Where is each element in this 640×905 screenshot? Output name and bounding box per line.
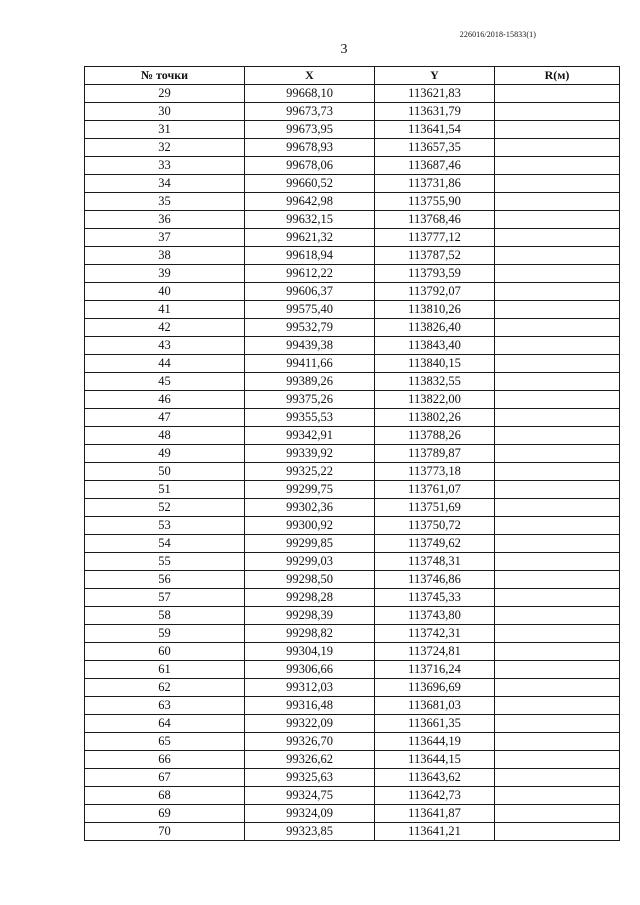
cell-point-number: 46 (85, 391, 245, 409)
cell-point-number: 44 (85, 355, 245, 373)
cell-radius (495, 211, 620, 229)
cell-radius (495, 571, 620, 589)
cell-x: 99673,73 (245, 103, 375, 121)
column-header-y: Y (375, 67, 495, 85)
table-row (85, 499, 620, 517)
cell-y: 113743,80 (375, 607, 495, 625)
cell-y: 113777,12 (375, 229, 495, 247)
cell-y: 113631,79 (375, 103, 495, 121)
cell-point-number: 48 (85, 427, 245, 445)
cell-y: 113792,07 (375, 283, 495, 301)
table-row (85, 211, 620, 229)
table-row (85, 337, 620, 355)
cell-radius (495, 553, 620, 571)
table-row (85, 607, 620, 625)
cell-radius (495, 643, 620, 661)
cell-x: 99678,06 (245, 157, 375, 175)
cell-y: 113773,18 (375, 463, 495, 481)
cell-y: 113832,55 (375, 373, 495, 391)
table-row (85, 157, 620, 175)
cell-y: 113748,31 (375, 553, 495, 571)
table-row (85, 733, 620, 751)
cell-point-number: 37 (85, 229, 245, 247)
cell-point-number: 50 (85, 463, 245, 481)
cell-point-number: 59 (85, 625, 245, 643)
cell-y: 113789,87 (375, 445, 495, 463)
cell-point-number: 41 (85, 301, 245, 319)
cell-x: 99298,28 (245, 589, 375, 607)
cell-x: 99621,32 (245, 229, 375, 247)
cell-y: 113687,46 (375, 157, 495, 175)
cell-y: 113642,73 (375, 787, 495, 805)
table-row (85, 139, 620, 157)
cell-x: 99326,62 (245, 751, 375, 769)
cell-point-number: 29 (85, 85, 245, 103)
column-header-x: X (245, 67, 375, 85)
cell-y: 113724,81 (375, 643, 495, 661)
table-row (85, 625, 620, 643)
cell-point-number: 45 (85, 373, 245, 391)
cell-y: 113802,26 (375, 409, 495, 427)
cell-y: 113788,26 (375, 427, 495, 445)
cell-x: 99298,82 (245, 625, 375, 643)
cell-y: 113641,54 (375, 121, 495, 139)
cell-point-number: 68 (85, 787, 245, 805)
cell-point-number: 56 (85, 571, 245, 589)
cell-point-number: 64 (85, 715, 245, 733)
cell-x: 99575,40 (245, 301, 375, 319)
cell-radius (495, 157, 620, 175)
table-row (85, 697, 620, 715)
cell-y: 113716,24 (375, 661, 495, 679)
cell-x: 99389,26 (245, 373, 375, 391)
table-row (85, 319, 620, 337)
cell-radius (495, 427, 620, 445)
cell-y: 113826,40 (375, 319, 495, 337)
cell-radius (495, 373, 620, 391)
table-row (85, 751, 620, 769)
table-row (85, 679, 620, 697)
table-row (85, 463, 620, 481)
cell-x: 99302,36 (245, 499, 375, 517)
cell-radius (495, 445, 620, 463)
cell-radius (495, 769, 620, 787)
cell-x: 99342,91 (245, 427, 375, 445)
cell-x: 99439,38 (245, 337, 375, 355)
cell-radius (495, 247, 620, 265)
cell-radius (495, 301, 620, 319)
cell-x: 99325,22 (245, 463, 375, 481)
cell-radius (495, 463, 620, 481)
cell-point-number: 62 (85, 679, 245, 697)
cell-point-number: 42 (85, 319, 245, 337)
cell-x: 99298,50 (245, 571, 375, 589)
table-row (85, 103, 620, 121)
cell-x: 99612,22 (245, 265, 375, 283)
cell-radius (495, 409, 620, 427)
cell-radius (495, 283, 620, 301)
cell-y: 113755,90 (375, 193, 495, 211)
cell-point-number: 55 (85, 553, 245, 571)
cell-x: 99299,75 (245, 481, 375, 499)
table-row (85, 571, 620, 589)
cell-point-number: 61 (85, 661, 245, 679)
cell-y: 113822,00 (375, 391, 495, 409)
cell-point-number: 39 (85, 265, 245, 283)
cell-x: 99618,94 (245, 247, 375, 265)
cell-y: 113621,83 (375, 85, 495, 103)
cell-point-number: 69 (85, 805, 245, 823)
table-row (85, 787, 620, 805)
table-body (85, 85, 620, 841)
cell-y: 113641,21 (375, 823, 495, 841)
cell-point-number: 67 (85, 769, 245, 787)
cell-x: 99299,85 (245, 535, 375, 553)
cell-y: 113731,86 (375, 175, 495, 193)
table-row (85, 265, 620, 283)
cell-x: 99660,52 (245, 175, 375, 193)
cell-x: 99323,85 (245, 823, 375, 841)
table-row (85, 85, 620, 103)
cell-x: 99673,95 (245, 121, 375, 139)
cell-point-number: 30 (85, 103, 245, 121)
table-row (85, 283, 620, 301)
cell-y: 113661,35 (375, 715, 495, 733)
cell-point-number: 54 (85, 535, 245, 553)
cell-x: 99355,53 (245, 409, 375, 427)
table-row (85, 643, 620, 661)
cell-y: 113657,35 (375, 139, 495, 157)
cell-x: 99326,70 (245, 733, 375, 751)
table-row (85, 247, 620, 265)
cell-radius (495, 715, 620, 733)
cell-point-number: 47 (85, 409, 245, 427)
cell-radius (495, 787, 620, 805)
cell-y: 113810,26 (375, 301, 495, 319)
cell-y: 113750,72 (375, 517, 495, 535)
cell-x: 99324,75 (245, 787, 375, 805)
cell-x: 99606,37 (245, 283, 375, 301)
cell-radius (495, 499, 620, 517)
cell-x: 99668,10 (245, 85, 375, 103)
cell-radius (495, 139, 620, 157)
table-row (85, 715, 620, 733)
cell-radius (495, 697, 620, 715)
cell-radius (495, 589, 620, 607)
cell-point-number: 60 (85, 643, 245, 661)
cell-x: 99298,39 (245, 607, 375, 625)
table-row (85, 589, 620, 607)
cell-y: 113843,40 (375, 337, 495, 355)
cell-point-number: 36 (85, 211, 245, 229)
table-row (85, 391, 620, 409)
cell-radius (495, 805, 620, 823)
table-row (85, 481, 620, 499)
cell-x: 99632,15 (245, 211, 375, 229)
cell-y: 113641,87 (375, 805, 495, 823)
cell-y: 113787,52 (375, 247, 495, 265)
cell-y: 113761,07 (375, 481, 495, 499)
cell-point-number: 35 (85, 193, 245, 211)
cell-radius (495, 85, 620, 103)
cell-point-number: 65 (85, 733, 245, 751)
cell-y: 113768,46 (375, 211, 495, 229)
cell-point-number: 32 (85, 139, 245, 157)
cell-point-number: 52 (85, 499, 245, 517)
cell-radius (495, 319, 620, 337)
cell-point-number: 33 (85, 157, 245, 175)
coordinates-table (84, 66, 620, 841)
cell-y: 113840,15 (375, 355, 495, 373)
cell-point-number: 53 (85, 517, 245, 535)
cell-radius (495, 625, 620, 643)
table-row (85, 517, 620, 535)
table-row (85, 769, 620, 787)
table-row (85, 229, 620, 247)
cell-point-number: 63 (85, 697, 245, 715)
cell-x: 99375,26 (245, 391, 375, 409)
table-row (85, 373, 620, 391)
cell-x: 99306,66 (245, 661, 375, 679)
page-number: 3 (340, 42, 348, 57)
column-header-radius: R(м) (495, 67, 620, 85)
cell-radius (495, 607, 620, 625)
cell-x: 99312,03 (245, 679, 375, 697)
cell-radius (495, 193, 620, 211)
cell-point-number: 49 (85, 445, 245, 463)
table-row (85, 355, 620, 373)
cell-y: 113793,59 (375, 265, 495, 283)
cell-x: 99325,63 (245, 769, 375, 787)
cell-x: 99299,03 (245, 553, 375, 571)
cell-radius (495, 751, 620, 769)
cell-point-number: 57 (85, 589, 245, 607)
table-row (85, 121, 620, 139)
cell-radius (495, 535, 620, 553)
cell-radius (495, 337, 620, 355)
cell-y: 113749,62 (375, 535, 495, 553)
cell-radius (495, 517, 620, 535)
cell-radius (495, 229, 620, 247)
cell-y: 113681,03 (375, 697, 495, 715)
cell-radius (495, 121, 620, 139)
cell-point-number: 38 (85, 247, 245, 265)
cell-point-number: 58 (85, 607, 245, 625)
document-id: 226016/2018-15833(1) (459, 30, 536, 39)
cell-y: 113644,15 (375, 751, 495, 769)
table-row (85, 661, 620, 679)
cell-x: 99300,92 (245, 517, 375, 535)
cell-radius (495, 265, 620, 283)
cell-radius (495, 391, 620, 409)
cell-point-number: 34 (85, 175, 245, 193)
table-row (85, 301, 620, 319)
table-row (85, 823, 620, 841)
table-row (85, 805, 620, 823)
cell-radius (495, 823, 620, 841)
cell-y: 113696,69 (375, 679, 495, 697)
cell-point-number: 40 (85, 283, 245, 301)
cell-y: 113745,33 (375, 589, 495, 607)
table-row (85, 445, 620, 463)
cell-point-number: 31 (85, 121, 245, 139)
table-row (85, 409, 620, 427)
table-row (85, 175, 620, 193)
cell-x: 99532,79 (245, 319, 375, 337)
table-row (85, 535, 620, 553)
cell-radius (495, 661, 620, 679)
cell-y: 113644,19 (375, 733, 495, 751)
cell-radius (495, 103, 620, 121)
table-row (85, 553, 620, 571)
cell-y: 113742,31 (375, 625, 495, 643)
cell-x: 99678,93 (245, 139, 375, 157)
cell-x: 99411,66 (245, 355, 375, 373)
cell-y: 113751,69 (375, 499, 495, 517)
table-row (85, 193, 620, 211)
cell-radius (495, 679, 620, 697)
table-row (85, 427, 620, 445)
cell-point-number: 70 (85, 823, 245, 841)
cell-radius (495, 481, 620, 499)
cell-x: 99304,19 (245, 643, 375, 661)
cell-point-number: 51 (85, 481, 245, 499)
cell-y: 113643,62 (375, 769, 495, 787)
cell-point-number: 66 (85, 751, 245, 769)
cell-x: 99324,09 (245, 805, 375, 823)
cell-radius (495, 355, 620, 373)
cell-x: 99316,48 (245, 697, 375, 715)
cell-radius (495, 175, 620, 193)
cell-x: 99642,98 (245, 193, 375, 211)
cell-y: 113746,86 (375, 571, 495, 589)
cell-x: 99339,92 (245, 445, 375, 463)
column-header-point-number: № точки (85, 67, 245, 85)
table-header-row (85, 67, 620, 85)
cell-point-number: 43 (85, 337, 245, 355)
cell-x: 99322,09 (245, 715, 375, 733)
cell-radius (495, 733, 620, 751)
